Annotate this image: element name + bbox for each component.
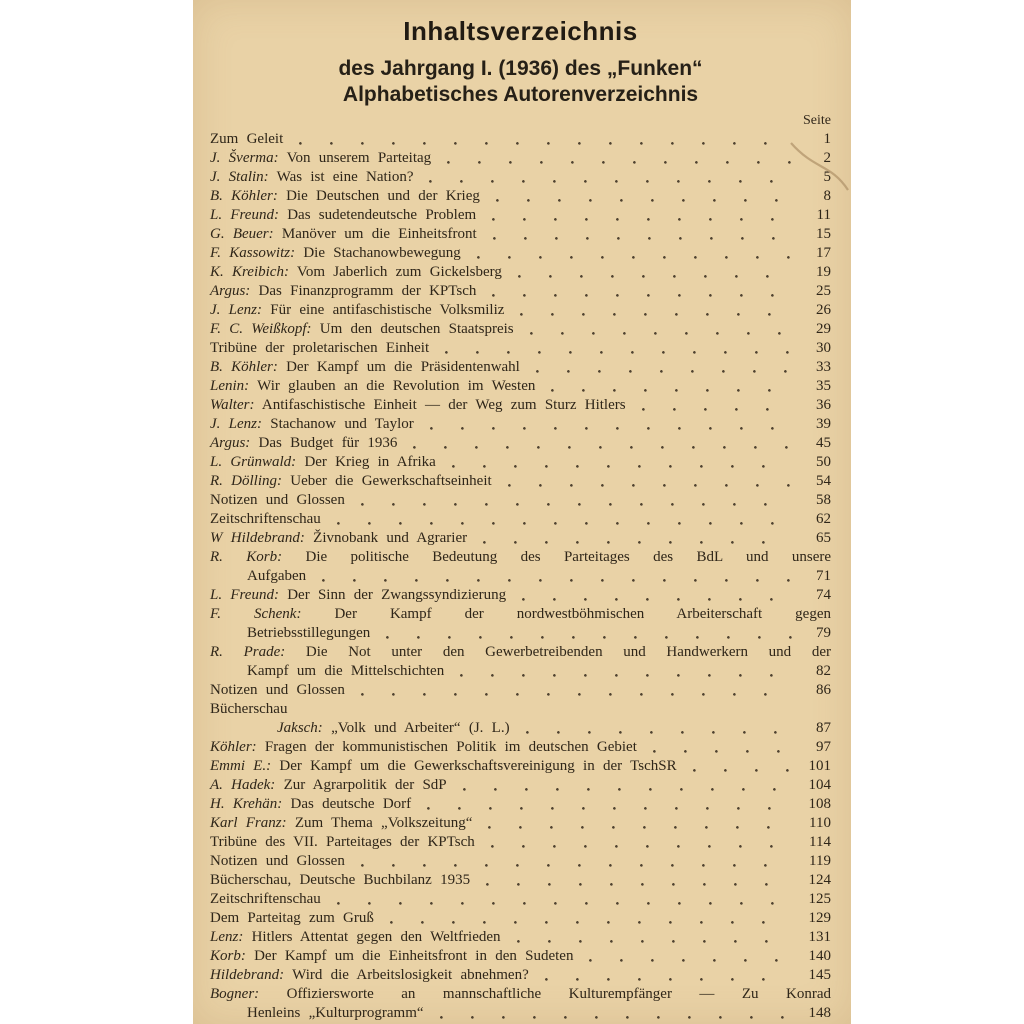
entry-author: Jaksch: bbox=[277, 720, 323, 736]
entry-author: B. Köhler: bbox=[210, 188, 278, 204]
entry-author: Emmi E.: bbox=[210, 758, 272, 774]
entry-page-number: 19 bbox=[816, 264, 831, 280]
entry-page-number: 45 bbox=[816, 435, 831, 451]
leader-dots bbox=[293, 130, 793, 149]
leader-dots bbox=[421, 795, 793, 814]
toc-entry bbox=[210, 453, 831, 472]
entry-page-number: 50 bbox=[816, 454, 831, 470]
entry-page-number: 82 bbox=[816, 663, 831, 679]
entry-page-number: 74 bbox=[816, 587, 831, 603]
toc-entry bbox=[210, 206, 831, 225]
toc-entry bbox=[210, 928, 831, 947]
entry-title: Wir glauben an die Revolution im Westen bbox=[257, 378, 536, 394]
toc-list bbox=[210, 130, 831, 1023]
entry-text bbox=[210, 947, 573, 966]
entry-text bbox=[277, 719, 510, 738]
entry-page-number: 36 bbox=[816, 397, 831, 413]
toc-entry bbox=[210, 301, 831, 320]
entry-page-number: 71 bbox=[816, 568, 831, 584]
entry-author: H. Krehän: bbox=[210, 796, 283, 812]
entry-text bbox=[210, 738, 637, 757]
entry-title: Tribüne der proletarischen Einheit bbox=[210, 340, 430, 356]
entry-text bbox=[210, 320, 514, 339]
toc-entry bbox=[210, 833, 831, 852]
toc-entry bbox=[210, 852, 831, 871]
toc-entry-continuation bbox=[210, 624, 831, 643]
leader-dots bbox=[454, 662, 793, 681]
entry-author: Karl Franz: bbox=[210, 815, 287, 831]
toc-entry bbox=[210, 225, 831, 244]
leader-dots bbox=[512, 263, 793, 282]
entry-page-number: 17 bbox=[816, 245, 831, 261]
leader-dots bbox=[636, 396, 793, 415]
page-subtitle-line1: des Jahrgang I. (1936) des „Funken“ bbox=[338, 57, 703, 80]
entry-title: Wird die Arbeitslosigkeit abnehmen? bbox=[292, 967, 529, 983]
entry-title: Notizen und Glossen bbox=[210, 492, 345, 508]
entry-title: Zeitschriftenschau bbox=[210, 511, 321, 527]
toc-entry bbox=[210, 548, 831, 567]
entry-page-number: 65 bbox=[816, 530, 831, 546]
entry-author: B. Köhler: bbox=[210, 359, 278, 375]
entry-text bbox=[210, 985, 831, 1004]
entry-page-number: 125 bbox=[808, 891, 831, 907]
entry-title: Ueber die Gewerkschaftseinheit bbox=[290, 473, 492, 489]
entry-title: Für eine antifaschistische Volksmiliz bbox=[270, 302, 505, 318]
entry-page-number: 8 bbox=[823, 188, 831, 204]
entry-title: Das deutsche Dorf bbox=[290, 796, 412, 812]
entry-author: Köhler: bbox=[210, 739, 257, 755]
leader-dots bbox=[539, 966, 793, 985]
entry-author: J. Stalin: bbox=[210, 169, 269, 185]
toc-entry bbox=[210, 909, 831, 928]
entry-text bbox=[210, 263, 502, 282]
toc-entry bbox=[210, 719, 831, 738]
entry-title: Der Sinn der Zwangssyndizierung bbox=[287, 587, 507, 603]
entry-page-number: 148 bbox=[808, 1005, 831, 1021]
entry-text bbox=[210, 681, 345, 700]
leader-dots bbox=[514, 301, 793, 320]
toc-entry bbox=[210, 985, 831, 1004]
entry-author: Korb: bbox=[210, 948, 246, 964]
leader-dots bbox=[355, 491, 793, 510]
leader-dots bbox=[380, 624, 793, 643]
toc-entry bbox=[210, 339, 831, 358]
entry-title: Živnobank und Agrarier bbox=[313, 530, 468, 546]
entry-title: Vom Jaberlich zum Gickelsberg bbox=[296, 264, 502, 280]
entry-text bbox=[247, 624, 370, 643]
leader-dots bbox=[331, 510, 793, 529]
toc-entry bbox=[210, 130, 831, 149]
entry-text bbox=[210, 415, 414, 434]
leader-dots bbox=[477, 529, 793, 548]
entry-author: R. Prade: bbox=[210, 644, 286, 660]
entry-text bbox=[210, 491, 345, 510]
entry-author: J. Lenz: bbox=[210, 302, 262, 318]
entry-page-number: 86 bbox=[816, 682, 831, 698]
entry-title: Die Not unter den Gewerbetreibenden und Handwerkern und der bbox=[305, 644, 831, 660]
entry-title: Notizen und Glossen bbox=[210, 682, 345, 698]
leader-dots bbox=[355, 681, 793, 700]
entry-page-number: 54 bbox=[816, 473, 831, 489]
entry-title: Der Kampf um die Gewerkschaftsvereinigung in der TschSR bbox=[279, 758, 677, 774]
entry-title-continued: Henleins „Kulturprogramm“ bbox=[247, 1005, 424, 1021]
entry-author: F. Schenk: bbox=[210, 606, 302, 622]
entry-title: Der Kampf um die Einheitsfront in den Sudeten bbox=[254, 948, 574, 964]
toc-entry-continuation bbox=[210, 567, 831, 586]
entry-text bbox=[210, 130, 283, 149]
toc-entry bbox=[210, 643, 831, 662]
leader-dots bbox=[520, 719, 793, 738]
entry-page-number: 35 bbox=[816, 378, 831, 394]
toc-entry bbox=[210, 434, 831, 453]
entry-title: Die politische Bedeutung des Parteitages des BdL und unsere bbox=[305, 549, 832, 565]
entry-title: Manöver um die Einheitsfront bbox=[281, 226, 477, 242]
entry-page-number: 30 bbox=[816, 340, 831, 356]
entry-page-number: 39 bbox=[816, 416, 831, 432]
leader-dots bbox=[511, 928, 793, 947]
leader-dots bbox=[355, 852, 793, 871]
entry-text bbox=[210, 510, 321, 529]
entry-text bbox=[210, 871, 470, 890]
entry-text bbox=[210, 168, 413, 187]
toc-entry bbox=[210, 738, 831, 757]
entry-author: F. Kassowitz: bbox=[210, 245, 296, 261]
leader-dots bbox=[486, 206, 793, 225]
toc-entry bbox=[210, 396, 831, 415]
entry-page-number: 129 bbox=[808, 910, 831, 926]
entry-text bbox=[210, 643, 831, 662]
book-page bbox=[193, 0, 851, 1024]
entry-author: J. Lenz: bbox=[210, 416, 262, 432]
toc-entry bbox=[210, 776, 831, 795]
leader-dots bbox=[439, 339, 793, 358]
entry-page-number: 1 bbox=[823, 131, 831, 147]
entry-page-number: 25 bbox=[816, 283, 831, 299]
entry-text bbox=[210, 700, 287, 719]
entry-author: Hildebrand: bbox=[210, 967, 285, 983]
toc-entry-continuation bbox=[210, 1004, 831, 1023]
toc-entry bbox=[210, 187, 831, 206]
leader-dots bbox=[530, 358, 793, 377]
leader-dots bbox=[687, 757, 793, 776]
entry-text bbox=[210, 909, 374, 928]
toc-entry bbox=[210, 681, 831, 700]
toc-entry bbox=[210, 700, 831, 719]
entry-page-number: 114 bbox=[809, 834, 831, 850]
entry-author: Lenz: bbox=[210, 929, 244, 945]
entry-title: Bücherschau bbox=[210, 701, 288, 717]
entry-text bbox=[210, 529, 467, 548]
page-column-header: Seite bbox=[803, 113, 831, 128]
entry-title-continued: Aufgaben bbox=[247, 568, 307, 584]
leader-dots bbox=[471, 244, 793, 263]
entry-author: A. Hadek: bbox=[210, 777, 276, 793]
entry-text bbox=[210, 187, 480, 206]
entry-text bbox=[210, 605, 831, 624]
leader-dots bbox=[446, 453, 793, 472]
entry-title: Fragen der kommunistischen Politik im deutschen Gebiet bbox=[264, 739, 637, 755]
entry-text bbox=[210, 548, 831, 567]
entry-page-number: 104 bbox=[808, 777, 831, 793]
toc-entry bbox=[210, 491, 831, 510]
entry-title: Bücherschau, Deutsche Buchbilanz 1935 bbox=[210, 872, 471, 888]
entry-title: Der Krieg in Afrika bbox=[304, 454, 436, 470]
leader-dots bbox=[490, 187, 793, 206]
entry-title-continued: Kampf um die Mittelschichten bbox=[247, 663, 445, 679]
entry-text bbox=[210, 244, 461, 263]
entry-text bbox=[210, 757, 677, 776]
entry-page-number: 58 bbox=[816, 492, 831, 508]
entry-title: „Volk und Arbeiter“ (J. L.) bbox=[331, 720, 510, 736]
entry-author: K. Kreibich: bbox=[210, 264, 289, 280]
entry-text bbox=[210, 814, 472, 833]
leader-dots bbox=[434, 1004, 793, 1023]
entry-title: Das Budget für 1936 bbox=[258, 435, 398, 451]
entry-author: Lenin: bbox=[210, 378, 250, 394]
entry-page-number: 11 bbox=[816, 207, 831, 223]
entry-title: Zeitschriftenschau bbox=[210, 891, 321, 907]
entry-title: Die Stachanowbewegung bbox=[303, 245, 461, 261]
leader-dots bbox=[424, 415, 793, 434]
toc-entry bbox=[210, 586, 831, 605]
entry-title: Offiziersworte an mannschaftliche Kulturempfänger — Zu Konrad bbox=[286, 986, 832, 1002]
entry-text bbox=[210, 795, 411, 814]
toc-entry bbox=[210, 510, 831, 529]
entry-page-number: 119 bbox=[809, 853, 831, 869]
entry-text bbox=[247, 662, 444, 681]
entry-author: F. C. Weißkopf: bbox=[210, 321, 312, 337]
entry-title: Die Deutschen und der Krieg bbox=[286, 188, 480, 204]
toc-entry bbox=[210, 358, 831, 377]
toc-entry bbox=[210, 244, 831, 263]
entry-author: W Hildebrand: bbox=[210, 530, 305, 546]
toc-entry bbox=[210, 320, 831, 339]
entry-text bbox=[210, 377, 535, 396]
entry-text bbox=[210, 301, 504, 320]
entry-page-number: 108 bbox=[808, 796, 831, 812]
entry-page-number: 131 bbox=[808, 929, 831, 945]
entry-title: Der Kampf der nordwestböhmischen Arbeiterschaft gegen bbox=[334, 606, 831, 622]
entry-page-number: 97 bbox=[816, 739, 831, 755]
entry-page-number: 33 bbox=[816, 359, 831, 375]
entry-page-number: 15 bbox=[816, 226, 831, 242]
page-subtitle-line2: Alphabetisches Autorenverzeichnis bbox=[342, 83, 699, 106]
leader-dots bbox=[441, 149, 793, 168]
toc-entry bbox=[210, 263, 831, 282]
entry-page-number: 2 bbox=[823, 150, 831, 166]
toc-entry bbox=[210, 282, 831, 301]
leader-dots bbox=[486, 282, 793, 301]
leader-dots bbox=[480, 871, 793, 890]
page-title: Inhaltsverzeichnis bbox=[403, 16, 638, 46]
entry-author: Argus: bbox=[210, 283, 251, 299]
entry-text bbox=[210, 472, 492, 491]
toc-entry bbox=[210, 472, 831, 491]
entry-text bbox=[210, 453, 436, 472]
toc-entry bbox=[210, 947, 831, 966]
entry-author: L. Freund: bbox=[210, 207, 279, 223]
toc-entry bbox=[210, 757, 831, 776]
entry-author: J. Šverma: bbox=[210, 150, 279, 166]
entry-text bbox=[210, 928, 501, 947]
toc-entry bbox=[210, 168, 831, 187]
entry-text bbox=[247, 567, 306, 586]
entry-title: Zur Agrarpolitik der SdP bbox=[283, 777, 447, 793]
entry-text bbox=[210, 586, 506, 605]
entry-text bbox=[210, 852, 345, 871]
entry-title: Das sudetendeutsche Problem bbox=[287, 207, 477, 223]
entry-title: Hitlers Attentat gegen den Weltfrieden bbox=[251, 929, 501, 945]
toc-entry bbox=[210, 890, 831, 909]
entry-author: Argus: bbox=[210, 435, 251, 451]
entry-title: Von unserem Parteitag bbox=[286, 150, 432, 166]
leader-dots bbox=[524, 320, 793, 339]
entry-title: Antifaschistische Einheit — der Weg zum Sturz Hitlers bbox=[261, 397, 626, 413]
entry-title: Notizen und Glossen bbox=[210, 853, 345, 869]
entry-author: L. Freund: bbox=[210, 587, 279, 603]
toc-entry bbox=[210, 871, 831, 890]
leader-dots bbox=[545, 377, 793, 396]
entry-page-number: 87 bbox=[816, 720, 831, 736]
toc-entry bbox=[210, 966, 831, 985]
leader-dots bbox=[647, 738, 793, 757]
entry-title: Dem Parteitag zum Gruß bbox=[210, 910, 374, 926]
leader-dots bbox=[331, 890, 793, 909]
entry-text bbox=[210, 225, 477, 244]
toc-entry bbox=[210, 415, 831, 434]
toc-entry bbox=[210, 377, 831, 396]
page-content bbox=[210, 0, 831, 1023]
toc-entry bbox=[210, 814, 831, 833]
entry-text bbox=[210, 833, 475, 852]
entry-author: G. Beuer: bbox=[210, 226, 274, 242]
leader-dots bbox=[516, 586, 793, 605]
leader-dots bbox=[487, 225, 793, 244]
entry-title-continued: Betriebsstillegungen bbox=[247, 625, 371, 641]
entry-page-number: 110 bbox=[809, 815, 831, 831]
entry-page-number: 145 bbox=[808, 967, 831, 983]
entry-text bbox=[210, 282, 476, 301]
toc-entry bbox=[210, 795, 831, 814]
entry-title: Der Kampf um die Präsidentenwahl bbox=[286, 359, 520, 375]
toc-entry bbox=[210, 529, 831, 548]
leader-dots bbox=[502, 472, 793, 491]
entry-text bbox=[210, 206, 476, 225]
entry-page-number: 26 bbox=[816, 302, 831, 318]
entry-text bbox=[210, 358, 520, 377]
entry-title: Um den deutschen Staatspreis bbox=[319, 321, 514, 337]
leader-dots bbox=[316, 567, 793, 586]
toc-entry-continuation bbox=[210, 662, 831, 681]
entry-page-number: 79 bbox=[816, 625, 831, 641]
entry-text bbox=[210, 396, 626, 415]
entry-author: L. Grünwald: bbox=[210, 454, 297, 470]
entry-page-number: 140 bbox=[808, 948, 831, 964]
entry-page-number: 62 bbox=[816, 511, 831, 527]
leader-dots bbox=[407, 434, 793, 453]
leader-dots bbox=[583, 947, 793, 966]
toc-entry bbox=[210, 605, 831, 624]
entry-text bbox=[210, 966, 529, 985]
entry-text bbox=[247, 1004, 424, 1023]
toc-entry bbox=[210, 149, 831, 168]
entry-page-number: 29 bbox=[816, 321, 831, 337]
entry-title: Zum Geleit bbox=[210, 131, 284, 147]
entry-author: R. Dölling: bbox=[210, 473, 282, 489]
entry-text bbox=[210, 890, 321, 909]
leader-dots bbox=[423, 168, 793, 187]
entry-title: Tribüne des VII. Parteitages der KPTsch bbox=[210, 834, 475, 850]
entry-text bbox=[210, 149, 431, 168]
entry-title: Stachanow und Taylor bbox=[270, 416, 414, 432]
entry-author: Walter: bbox=[210, 397, 255, 413]
entry-title: Zum Thema „Volkszeitung“ bbox=[294, 815, 473, 831]
leader-dots bbox=[384, 909, 793, 928]
entry-text bbox=[210, 339, 429, 358]
entry-title: Was ist eine Nation? bbox=[276, 169, 414, 185]
leader-dots bbox=[457, 776, 793, 795]
entry-title: Das Finanzprogramm der KPTsch bbox=[258, 283, 477, 299]
entry-author: Bogner: bbox=[210, 986, 260, 1002]
leader-dots bbox=[485, 833, 793, 852]
entry-page-number: 101 bbox=[808, 758, 831, 774]
entry-page-number: 124 bbox=[808, 872, 831, 888]
leader-dots bbox=[482, 814, 793, 833]
entry-author: R. Korb: bbox=[210, 549, 283, 565]
entry-text bbox=[210, 776, 447, 795]
entry-text bbox=[210, 434, 397, 453]
entry-page-number: 5 bbox=[823, 169, 831, 185]
